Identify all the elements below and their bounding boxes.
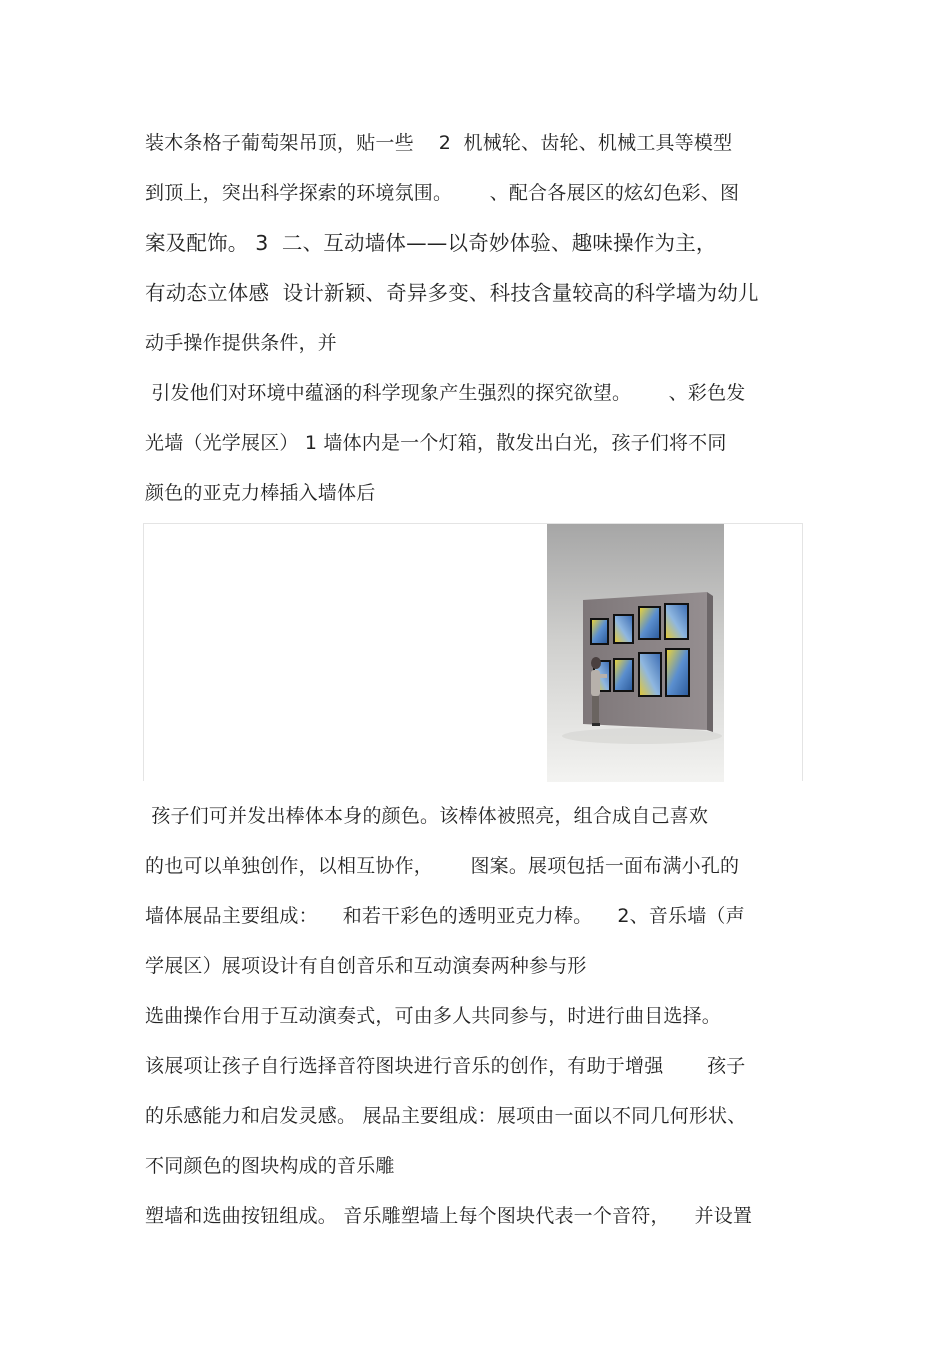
text-line-12: 学展区）展项设计有自创音乐和互动演奏两种参与形 (145, 955, 587, 977)
exhibit-photo (547, 524, 724, 782)
text-line-10: 的也可以单独创作，以相互协作， 图案。展项包括一面布满小孔的 (145, 855, 740, 877)
text-line-3: 案及配饰。 3 二、互动墙体——以奇妙体验、趣味操作为主， (145, 231, 717, 255)
text-line-2: 到顶上，突出科学探索的环境氛围。 、配合各展区的炫幻色彩、图 (145, 182, 740, 204)
text-line-15: 的乐感能力和启发灵感。 展品主要组成：展项由一面以不同几何形状、 (145, 1105, 747, 1127)
text-line-4: 有动态立体感 设计新颖、奇异多变、科技含量较高的科学墙为幼儿 (145, 281, 759, 305)
text-line-16: 不同颜色的图块构成的音乐雕 (145, 1155, 395, 1177)
text-line-17: 塑墙和选曲按钮组成。 音乐雕塑墙上每个图块代表一个音符， 并设置 (145, 1205, 753, 1227)
text-line-7: 光墙（光学展区） 1 墙体内是一个灯箱，散发出白光，孩子们将不同 (145, 432, 727, 454)
text-line-5: 动手操作提供条件，并 (145, 332, 338, 354)
text-line-13: 选曲操作台用于互动演奏式，可由多人共同参与，时进行曲目选择。 (145, 1005, 722, 1027)
text-line-9: 孩子们可并发出棒体本身的颜色。该棒体被照亮，组合成自己喜欢 (145, 805, 709, 827)
text-line-8: 颜色的亚克力棒插入墙体后 (145, 482, 376, 504)
text-line-14: 该展项让孩子自行选择音符图块进行音乐的创作，有助于增强 孩子 (145, 1055, 746, 1077)
text-line-1: 装木条格子葡萄架吊顶，贴一些 2 机械轮、齿轮、机械工具等模型 (145, 132, 733, 154)
text-line-11: 墙体展品主要组成： 和若干彩色的透明亚克力棒。 2、音乐墙（声 (145, 905, 745, 927)
text-line-6: 引发他们对环境中蕴涵的科学现象产生强烈的探究欲望。 、彩色发 (145, 382, 746, 404)
